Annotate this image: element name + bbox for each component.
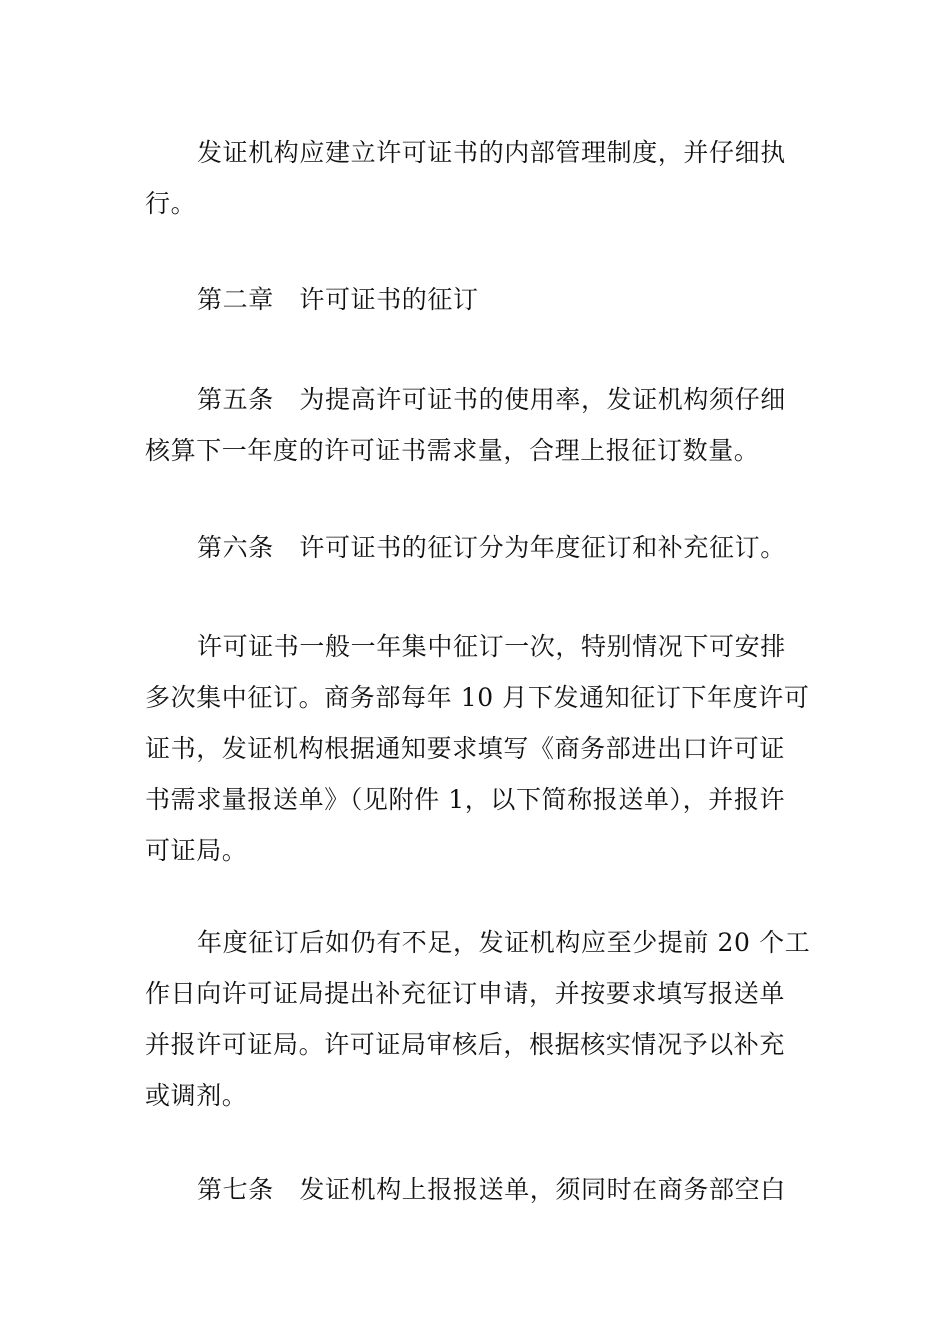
text-line: 第六条 许可证书的征订分为年度征订和补充征订。 (197, 533, 786, 562)
text-line: 行。 (145, 189, 197, 218)
text-line: 许可证书一般一年集中征订一次，特别情况下可安排 (197, 632, 786, 661)
text-line: 书需求量报送单》（见附件 1，以下简称报送单），并报许 (145, 785, 786, 814)
paragraph-supplementary-ordering (145, 917, 811, 1121)
text-line: 作日向许可证局提出补充征订申请，并按要求填写报送单 (145, 979, 786, 1008)
text-line: 核算下一年度的许可证书需求量，合理上报征订数量。 (145, 436, 760, 465)
text-line: 证书，发证机构根据通知要求填写《商务部进出口许可证 (145, 734, 786, 763)
text-line: 第七条 发证机构上报报送单，须同时在商务部空白 (197, 1175, 786, 1204)
article-6 (145, 522, 807, 573)
paragraph-annual-ordering (145, 621, 810, 876)
text-line: 可证局。 (145, 836, 248, 865)
text-line: 并报许可证局。许可证局审核后，根据核实情况予以补充 (145, 1030, 786, 1059)
chapter-heading (145, 274, 807, 325)
article-5 (145, 374, 807, 476)
chapter-title: 第二章 许可证书的征订 (197, 285, 479, 314)
text-line: 年度征订后如仍有不足，发证机构应至少提前 20 个工 (197, 928, 811, 957)
paragraph-management-system (145, 127, 807, 229)
text-line: 多次集中征订。商务部每年 10 月下发通知征订下年度许可 (145, 683, 810, 712)
text-line: 发证机构应建立许可证书的内部管理制度，并仔细执 (197, 138, 786, 167)
article-7 (145, 1164, 807, 1215)
text-line: 或调剂。 (145, 1081, 248, 1110)
text-line: 第五条 为提高许可证书的使用率，发证机构须仔细 (197, 385, 786, 414)
